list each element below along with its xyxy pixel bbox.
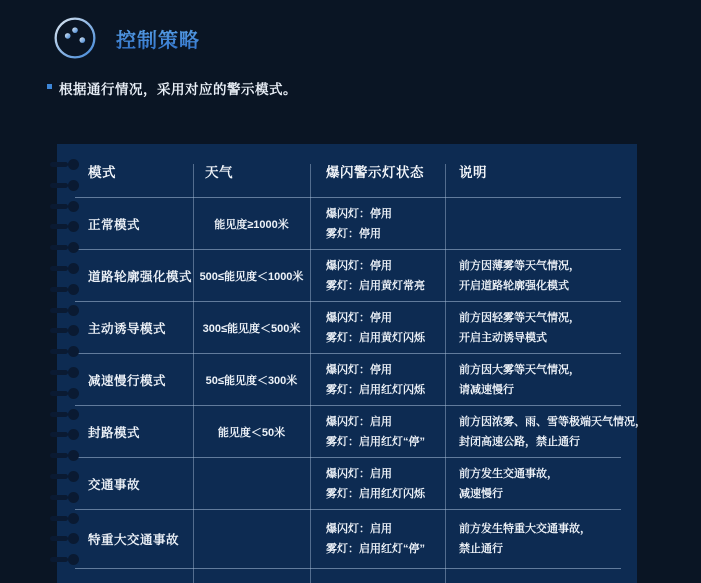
description-line: 减速慢行: [459, 487, 503, 500]
binding-dot-circle: [68, 471, 79, 482]
column-header-weather: 天气: [205, 164, 233, 180]
strategy-table-panel: [57, 144, 646, 583]
cell-weather: 能见度≥1000米: [214, 218, 289, 231]
binding-dot-circle: [68, 388, 79, 399]
binding-dot-circle: [68, 409, 79, 420]
binding-dot: [50, 325, 79, 336]
table-row: [75, 458, 621, 510]
description-line: 请减速慢行: [459, 383, 514, 396]
binding-dot-stem: [50, 391, 68, 396]
light-status-line: 爆闪灯：停用: [326, 311, 392, 324]
binding-dot-circle: [68, 201, 79, 212]
binding-dot-circle: [68, 284, 79, 295]
binding-dot-stem: [50, 495, 68, 500]
binding-dot: [50, 346, 79, 357]
binding-dot-circle: [68, 221, 79, 232]
binding-dot-circle: [68, 367, 79, 378]
strategy-table: [75, 144, 646, 569]
light-status-line: 雾灯：启用黄灯闪烁: [326, 331, 425, 344]
binding-dot: [50, 533, 79, 544]
cell-mode: 交通事故: [88, 477, 141, 492]
cell-description: [445, 360, 621, 400]
binding-dot-circle: [68, 346, 79, 357]
column-divider: [445, 164, 446, 583]
binding-dot-circle: [68, 159, 79, 170]
cell-lights: [310, 308, 445, 348]
cell-description: [445, 308, 621, 348]
section-header: [52, 15, 200, 61]
light-status-line: 雾灯：启用红灯闪烁: [326, 487, 425, 500]
binding-dot-circle: [68, 242, 79, 253]
cell-lights: [310, 412, 445, 452]
binding-dot: [50, 201, 79, 212]
binding-dot-stem: [50, 474, 68, 479]
cell-mode: 封路模式: [88, 425, 141, 440]
binding-dot-circle: [68, 305, 79, 316]
cell-weather: 500≤能见度＜1000米: [199, 270, 304, 283]
description-line: 前方发生交通事故，: [459, 467, 558, 480]
binding-dot: [50, 554, 79, 565]
light-status-line: 爆闪灯：停用: [326, 207, 392, 220]
cell-description: [445, 464, 621, 504]
binding-dot-circle: [68, 263, 79, 274]
cell-mode: 减速慢行模式: [88, 373, 167, 388]
binding-dot-stem: [50, 349, 68, 354]
binding-dot: [50, 388, 79, 399]
table-row: [75, 198, 621, 250]
page-title: 控制策略: [116, 24, 200, 53]
binding-dot: [50, 429, 79, 440]
table-body: [75, 198, 646, 569]
light-status-line: 爆闪灯：启用: [326, 523, 392, 535]
description-line: 禁止通行: [459, 543, 503, 555]
binding-dot-stem: [50, 183, 68, 188]
binding-dot-stem: [50, 287, 68, 292]
binding-dot-stem: [50, 516, 68, 521]
description-line: 前方因大雾等天气情况，: [459, 363, 580, 376]
light-status-line: 雾灯：启用红灯“停”: [326, 435, 425, 448]
cell-lights: [310, 256, 445, 296]
binding-dot-circle: [68, 513, 79, 524]
description-line: 前方因轻雾等天气情况，: [459, 311, 580, 324]
cell-description: [445, 256, 621, 296]
description-line: 前方因薄雾等天气情况，: [459, 259, 580, 272]
binding-dot: [50, 242, 79, 253]
cell-mode: 特重大交通事故: [88, 533, 180, 547]
binding-dot: [50, 263, 79, 274]
binding-dot-stem: [50, 266, 68, 271]
binding-dot-stem: [50, 224, 68, 229]
sliders-icon: [52, 15, 98, 61]
binding-dot-stem: [50, 162, 68, 167]
cell-lights: [310, 464, 445, 504]
intro-text: 根据通行情况，采用对应的警示模式。: [59, 82, 297, 97]
column-header-desc: 说明: [459, 164, 487, 180]
table-row: [75, 250, 621, 302]
binding-dot-stem: [50, 204, 68, 209]
binding-dot: [50, 471, 79, 482]
binding-dot-stem: [50, 412, 68, 417]
light-status-line: 爆闪灯：启用: [326, 467, 392, 480]
light-status-line: 爆闪灯：停用: [326, 363, 392, 376]
binding-dot-stem: [50, 557, 68, 562]
description-line: 封闭高速公路，禁止通行: [459, 435, 580, 448]
light-status-line: 雾灯：启用黄灯常亮: [326, 279, 425, 292]
table-row: [75, 510, 621, 569]
table-row: [75, 354, 621, 406]
table-header-row: [75, 144, 621, 198]
column-divider: [193, 164, 194, 583]
bullet-marker: [47, 84, 52, 89]
binding-dot-stem: [50, 370, 68, 375]
light-status-line: 爆闪灯：启用: [326, 415, 392, 428]
cell-mode: 道路轮廓强化模式: [88, 269, 193, 284]
binding-dot-stem: [50, 328, 68, 333]
column-divider: [310, 164, 311, 583]
binding-dot: [50, 180, 79, 191]
cell-weather: 50≤能见度＜300米: [205, 374, 298, 387]
binding-dot-stem: [50, 308, 68, 313]
binding-dot-circle: [68, 325, 79, 336]
binding-dot: [50, 367, 79, 378]
table-row: [75, 302, 621, 354]
binding-dot: [50, 513, 79, 524]
light-status-line: 雾灯：启用红灯“停”: [326, 543, 425, 555]
binding-dot-circle: [68, 492, 79, 503]
description-line: 开启主动诱导模式: [459, 331, 547, 344]
binding-dot-stem: [50, 432, 68, 437]
cell-weather: 300≤能见度＜500米: [202, 322, 301, 335]
binding-dot-stem: [50, 453, 68, 458]
description-line: 开启道路轮廓强化模式: [459, 279, 569, 292]
binding-dot-circle: [68, 554, 79, 565]
binding-dot: [50, 409, 79, 420]
binding-dot: [50, 305, 79, 316]
intro-line: [47, 78, 297, 98]
light-status-line: 爆闪灯：停用: [326, 259, 392, 272]
binding-dot-circle: [68, 533, 79, 544]
description-line: 前方发生特重大交通事故，: [459, 523, 591, 535]
description-line: 前方因浓雾、雨、雪等极端天气情况，: [459, 415, 646, 428]
cell-weather: 能见度＜50米: [217, 426, 286, 439]
binding-dot-circle: [68, 450, 79, 461]
column-header-mode: 模式: [88, 164, 116, 180]
binding-dot-stem: [50, 536, 68, 541]
cell-lights: [310, 360, 445, 400]
binding-dot: [50, 450, 79, 461]
cell-mode: 主动诱导模式: [88, 321, 167, 336]
binding-dot-stem: [50, 245, 68, 250]
light-status-line: 雾灯：启用红灯闪烁: [326, 383, 425, 396]
table-row: [75, 406, 646, 458]
binding-dot: [50, 221, 79, 232]
light-status-line: 雾灯：停用: [326, 227, 381, 240]
cell-lights: [310, 519, 445, 559]
binding-dot: [50, 284, 79, 295]
cell-description: [445, 412, 646, 452]
binding-dot: [50, 492, 79, 503]
cell-description: [445, 519, 621, 559]
binding-dot: [50, 159, 79, 170]
cell-lights: [310, 204, 445, 244]
binding-dot-circle: [68, 180, 79, 191]
binding-dot-circle: [68, 429, 79, 440]
cell-mode: 正常模式: [88, 217, 141, 232]
column-header-lights: 爆闪警示灯状态: [326, 164, 424, 180]
